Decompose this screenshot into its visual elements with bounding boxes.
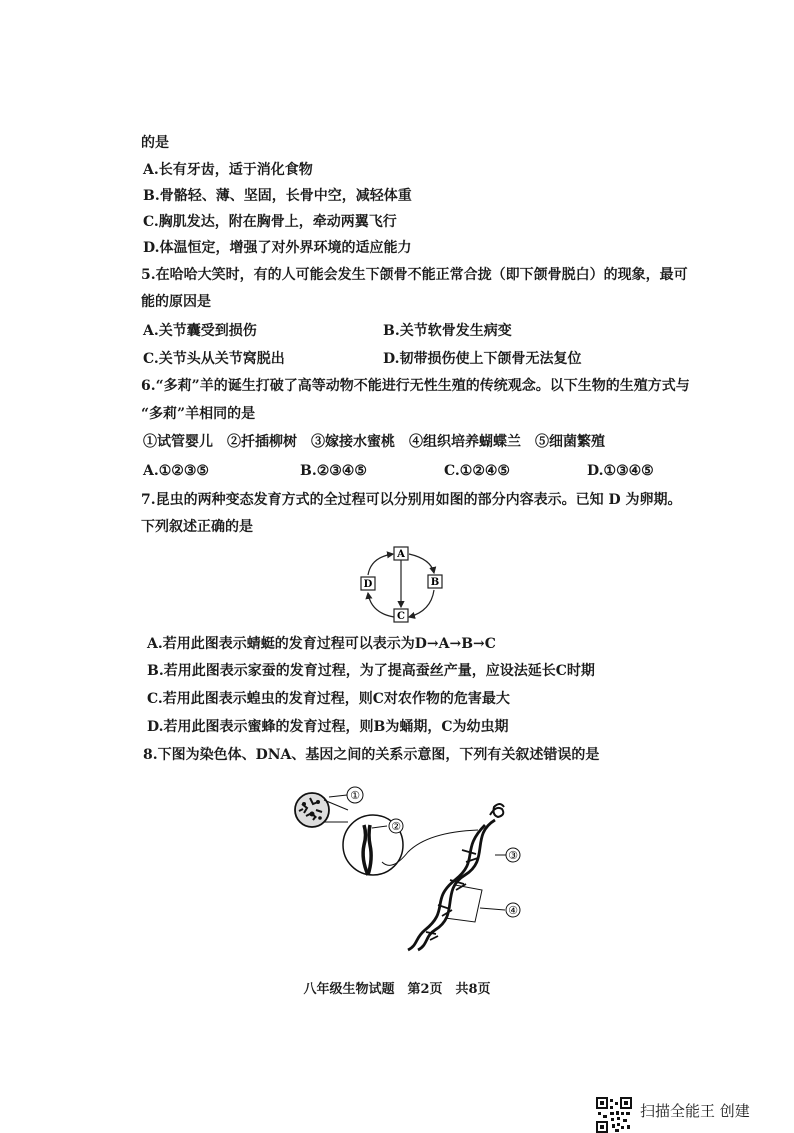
q4-option-a: A.长有牙齿，适于消化食物	[143, 162, 313, 178]
q6-option-a: A.①②③⑤	[143, 463, 209, 479]
q7-option-d: D.若用此图表示蜜蜂的发育过程，则B为蛹期，C为幼虫期	[147, 719, 509, 735]
q5-stem-line1: 5.在哈哈大笑时，有的人可能会发生下颌骨不能正常合拢（即下颌骨脱白）的现象，最可	[141, 267, 688, 283]
q5-option-c: C.关节头从关节窝脱出	[143, 351, 285, 367]
q6-stem-line2: “多莉”羊相同的是	[141, 406, 256, 422]
label-2: ②	[391, 820, 401, 833]
q7-stem-line1: 7.昆虫的两种变态发育方式的全过程可以分别用如图的部分内容表示。已知 D 为卵期。	[141, 492, 682, 508]
q4-option-c: C.胸肌发达，附在胸骨上，牵动两翼飞行	[143, 214, 397, 230]
q7-option-b: B.若用此图表示家蚕的发育过程，为了提高蚕丝产量，应设法延长C时期	[147, 663, 595, 679]
dna-double-helix-icon	[408, 804, 504, 950]
q5-option-a: A.关节囊受到损伤	[143, 323, 257, 339]
q6-items: ①试管婴儿 ②扦插柳树 ③嫁接水蜜桃 ④组织培养蝴蝶兰 ⑤细菌繁殖	[143, 434, 605, 450]
q5-option-b: B.关节软骨发生病变	[383, 323, 512, 339]
q4-stem-tail: 的是	[141, 135, 169, 151]
q7-option-a: A.若用此图表示蜻蜓的发育过程可以表示为D→A→B→C	[147, 636, 496, 652]
label-3: ③	[508, 849, 518, 862]
stage-c-label: C	[397, 611, 405, 622]
q5-option-d: D.韧带损伤使上下颌骨无法复位	[383, 351, 582, 367]
q6-option-c: C.①②④⑤	[444, 463, 510, 479]
stage-d-label: D	[363, 579, 373, 590]
q6-option-d: D.①③④⑤	[587, 463, 654, 479]
q7-stem-line2: 下列叙述正确的是	[141, 519, 253, 535]
q8-stem: 8.下图为染色体、DNA、基因之间的关系示意图，下列有关叙述错误的是	[143, 747, 600, 763]
q5-stem-line2: 能的原因是	[141, 294, 211, 310]
page-footer: 八年级生物试题 第2页 共8页	[303, 982, 491, 997]
q7-option-c: C.若用此图表示蝗虫的发育过程，则C对农作物的危害最大	[147, 691, 510, 707]
stage-b-label: B	[430, 577, 440, 588]
stage-a-label: A	[397, 549, 405, 560]
q6-stem-line1: 6.“多莉”羊的诞生打破了高等动物不能进行无性生殖的传统观念。以下生物的生殖方式与	[141, 378, 690, 394]
qr-code-icon	[596, 1097, 632, 1133]
label-1: ①	[350, 789, 360, 802]
chromosome-dna-gene-diagram	[290, 780, 530, 955]
q4-option-d: D.体温恒定，增强了对外界环境的适应能力	[143, 240, 412, 256]
scanner-watermark: 扫描全能王 创建	[640, 1102, 750, 1120]
q6-option-b: B.②③④⑤	[300, 463, 367, 479]
label-4: ④	[508, 904, 518, 917]
q4-option-b: B.骨骼轻、薄、坚固，长骨中空，减轻体重	[143, 188, 412, 204]
metamorphosis-cycle-diagram	[357, 545, 447, 627]
